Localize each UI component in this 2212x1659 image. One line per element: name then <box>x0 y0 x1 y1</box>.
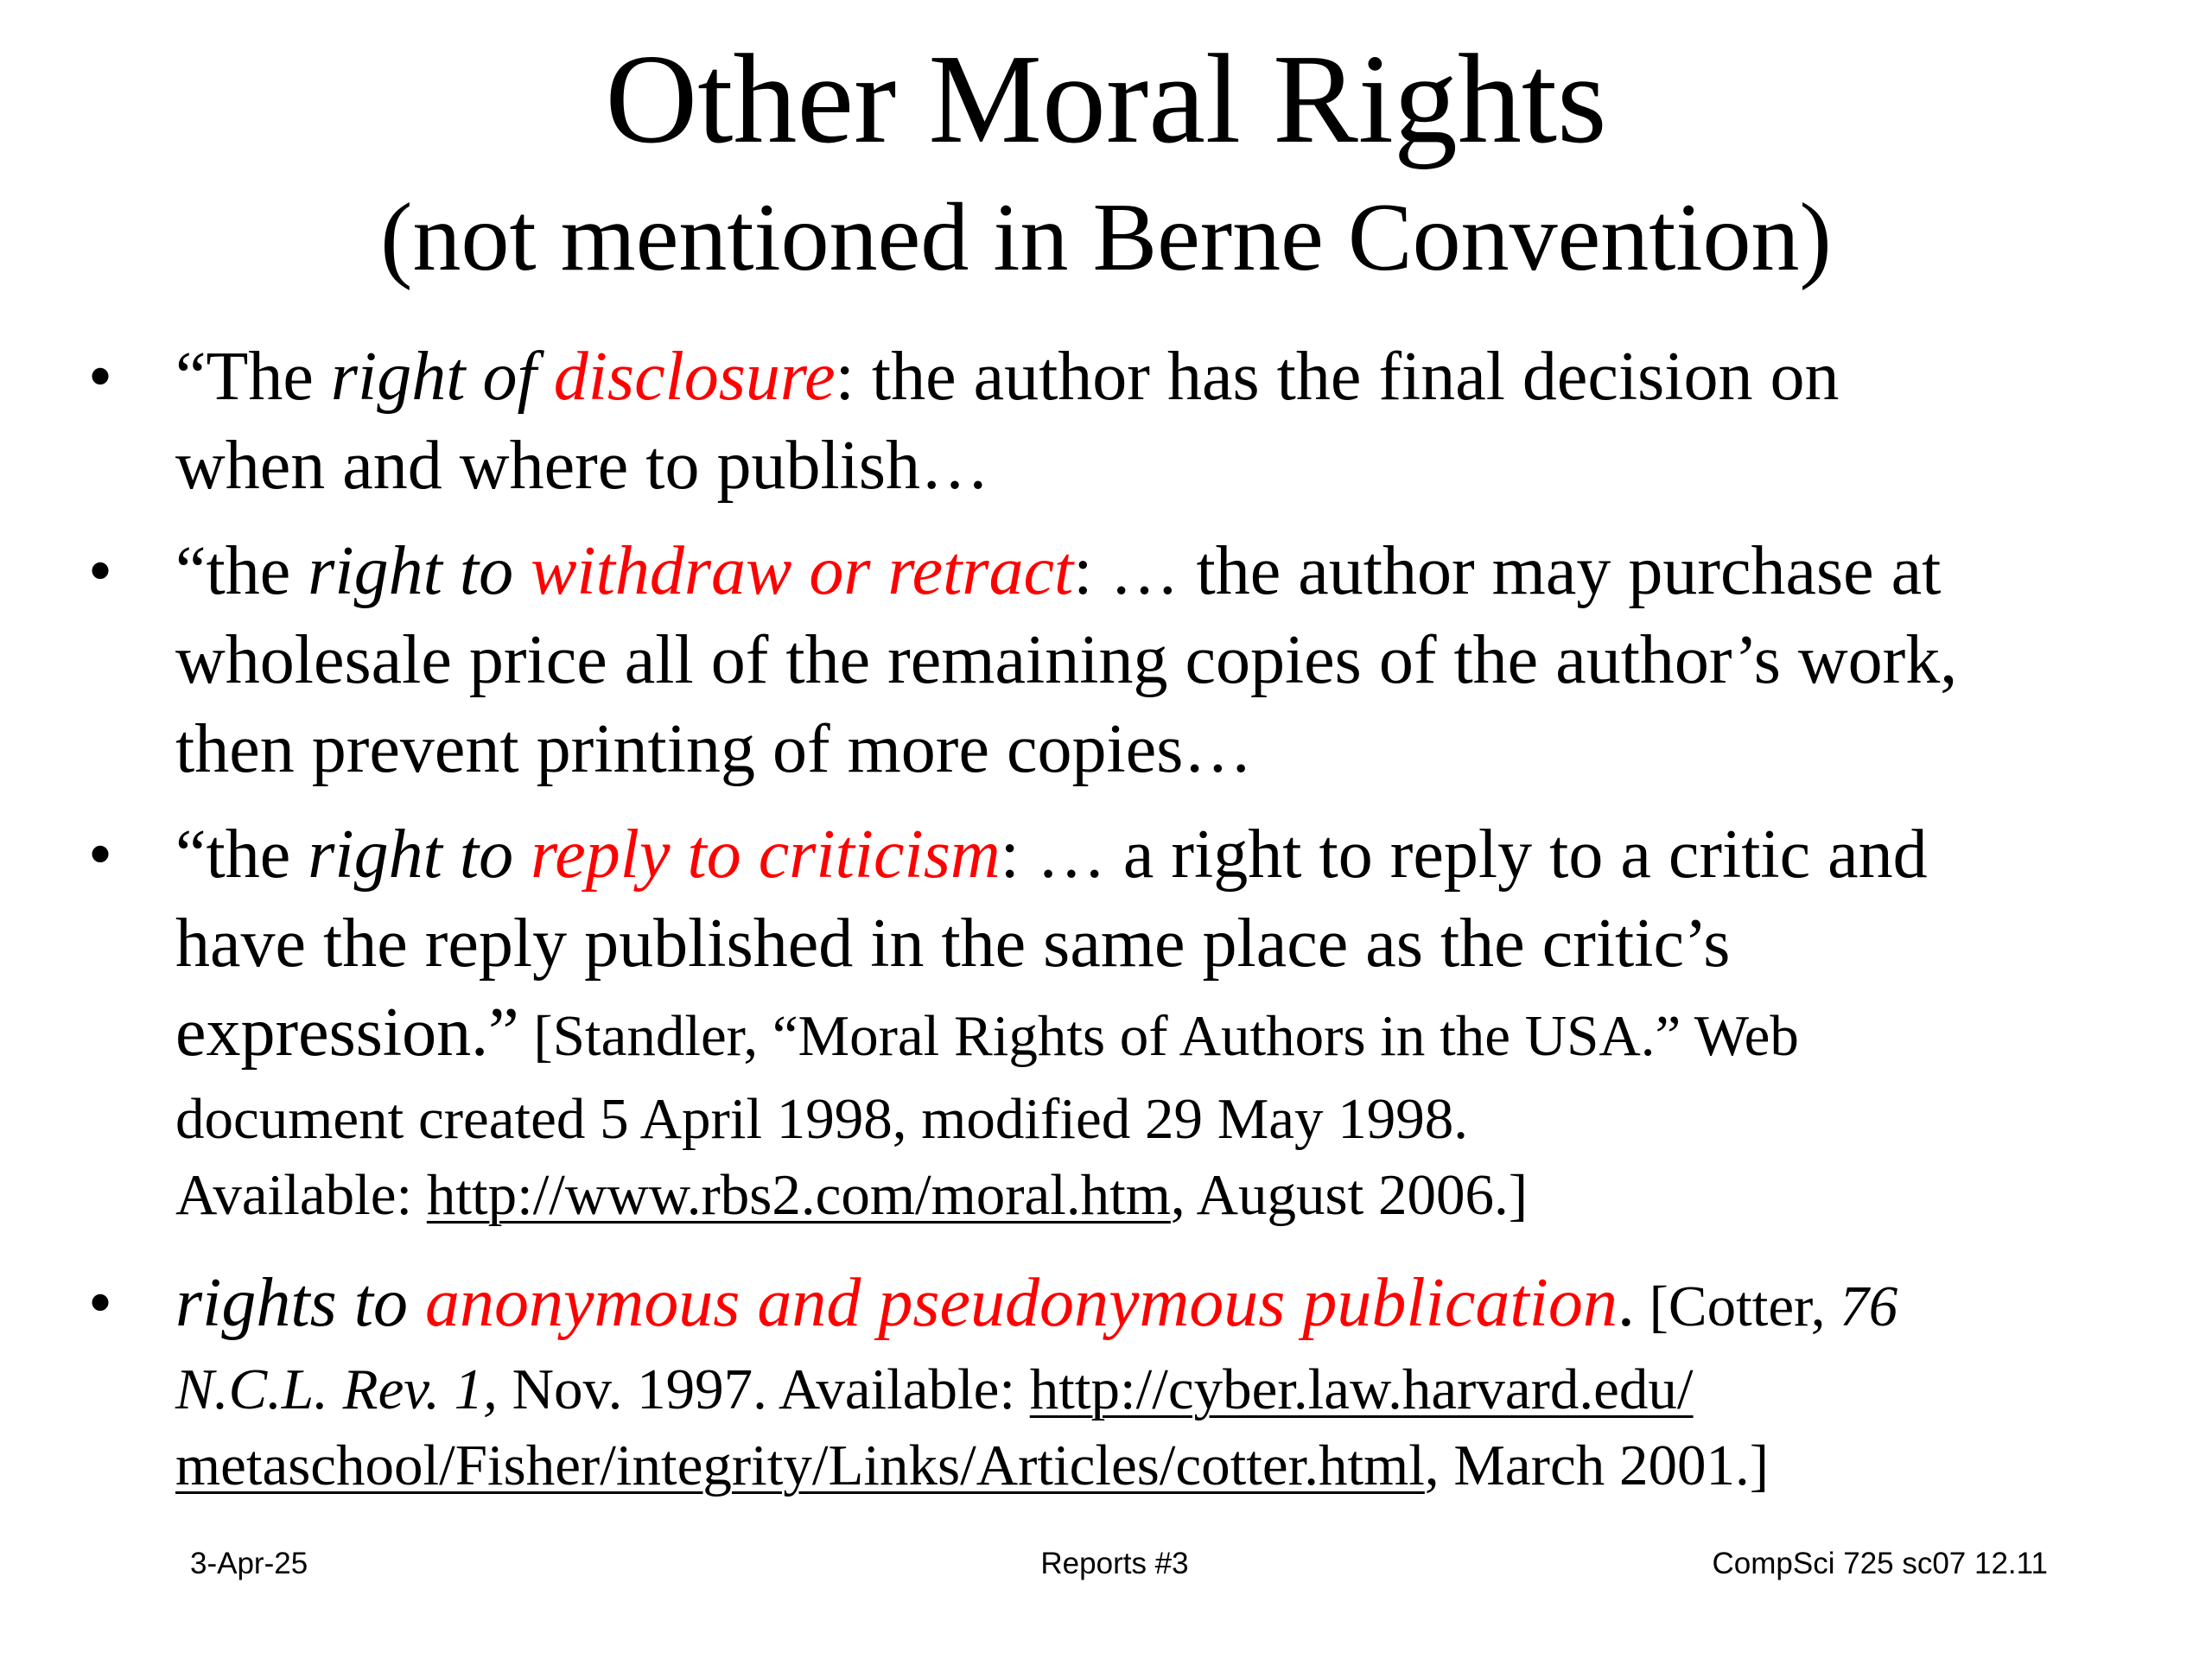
bullet-marker: • <box>88 817 113 893</box>
footer-title: Reports #3 <box>1040 1547 1189 1580</box>
bullet-line <box>175 333 2177 422</box>
citation-text: , March 2001.] <box>1424 1433 1770 1497</box>
bullet-marker: • <box>88 1265 113 1341</box>
highlighted-term: disclosure <box>553 339 836 415</box>
citation-text: Available: <box>175 1163 427 1227</box>
bullet-disclosure <box>0 333 2212 511</box>
bullet-line <box>175 1259 2177 1351</box>
footer-date: 3-Apr-25 <box>190 1547 308 1580</box>
citation-text: , August 2006.] <box>1170 1163 1529 1227</box>
bullet-line: then prevent printing of more copies… <box>175 711 1253 787</box>
citation-line <box>175 1157 2177 1233</box>
bullet-anonymous <box>0 1259 2212 1503</box>
italic-text: right to <box>308 817 531 893</box>
text-run: expression.” <box>175 995 519 1071</box>
citation-line <box>175 1427 2177 1503</box>
bullet-line <box>175 810 2177 899</box>
highlighted-term: withdraw or retract <box>531 533 1074 609</box>
text-run: : … the author may purchase at <box>1073 533 1942 609</box>
bullet-reply <box>0 810 2212 1233</box>
citation-link[interactable]: metaschool/Fisher/integrity/Links/Articles/cotter.html <box>175 1433 1425 1497</box>
text-run: “the <box>175 817 308 893</box>
bullet-line <box>175 988 2177 1081</box>
bullet-marker: • <box>88 339 113 415</box>
bullet-line <box>175 527 2177 616</box>
bullet-line: when and where to publish… <box>175 428 990 504</box>
citation-line: document created 5 April 1998, modified 29 May 1998. <box>175 1087 1469 1151</box>
text-run: : the author has the final decision on <box>835 339 1840 415</box>
italic-text: right of <box>330 339 554 415</box>
citation-text: Nov. 1997. Available: <box>497 1357 1030 1421</box>
bullet-marker: • <box>88 533 113 609</box>
bullet-line: wholesale price all of the remaining copies of the author’s work, <box>175 622 1958 698</box>
citation-text: [Standler, “Moral Rights of Authors in the USA.” Web <box>518 1004 1799 1068</box>
slide-subtitle: (not mentioned in Berne Convention) <box>380 184 1832 291</box>
slide-title: Other Moral Rights <box>605 29 1607 170</box>
text-run: . <box>1617 1265 1635 1341</box>
text-run: “the <box>175 533 308 609</box>
citation-line <box>175 1351 2177 1427</box>
citation-italic: N.C.L. Rev. 1, <box>175 1357 498 1421</box>
text-run: : … a right to reply to a critic and <box>1000 817 1928 893</box>
text-run: “The <box>175 339 331 415</box>
highlighted-term: reply to criticism <box>531 817 1001 893</box>
footer-slide-number: CompSci 725 sc07 12.11 <box>1712 1547 2048 1580</box>
citation-link[interactable]: http://www.rbs2.com/moral.htm <box>426 1163 1171 1227</box>
bullet-line: have the reply published in the same place as the critic’s <box>175 906 1731 982</box>
citation-italic: 76 <box>1840 1274 1898 1338</box>
highlighted-term: anonymous and pseudonymous publication <box>424 1265 1618 1341</box>
italic-text: rights to <box>175 1265 425 1341</box>
italic-text: right to <box>308 533 531 609</box>
citation-text: [Cotter, <box>1634 1274 1840 1338</box>
bullet-withdraw <box>0 527 2212 794</box>
bullet-list <box>0 333 2212 1503</box>
citation-link[interactable]: http://cyber.law.harvard.edu/ <box>1029 1357 1694 1421</box>
